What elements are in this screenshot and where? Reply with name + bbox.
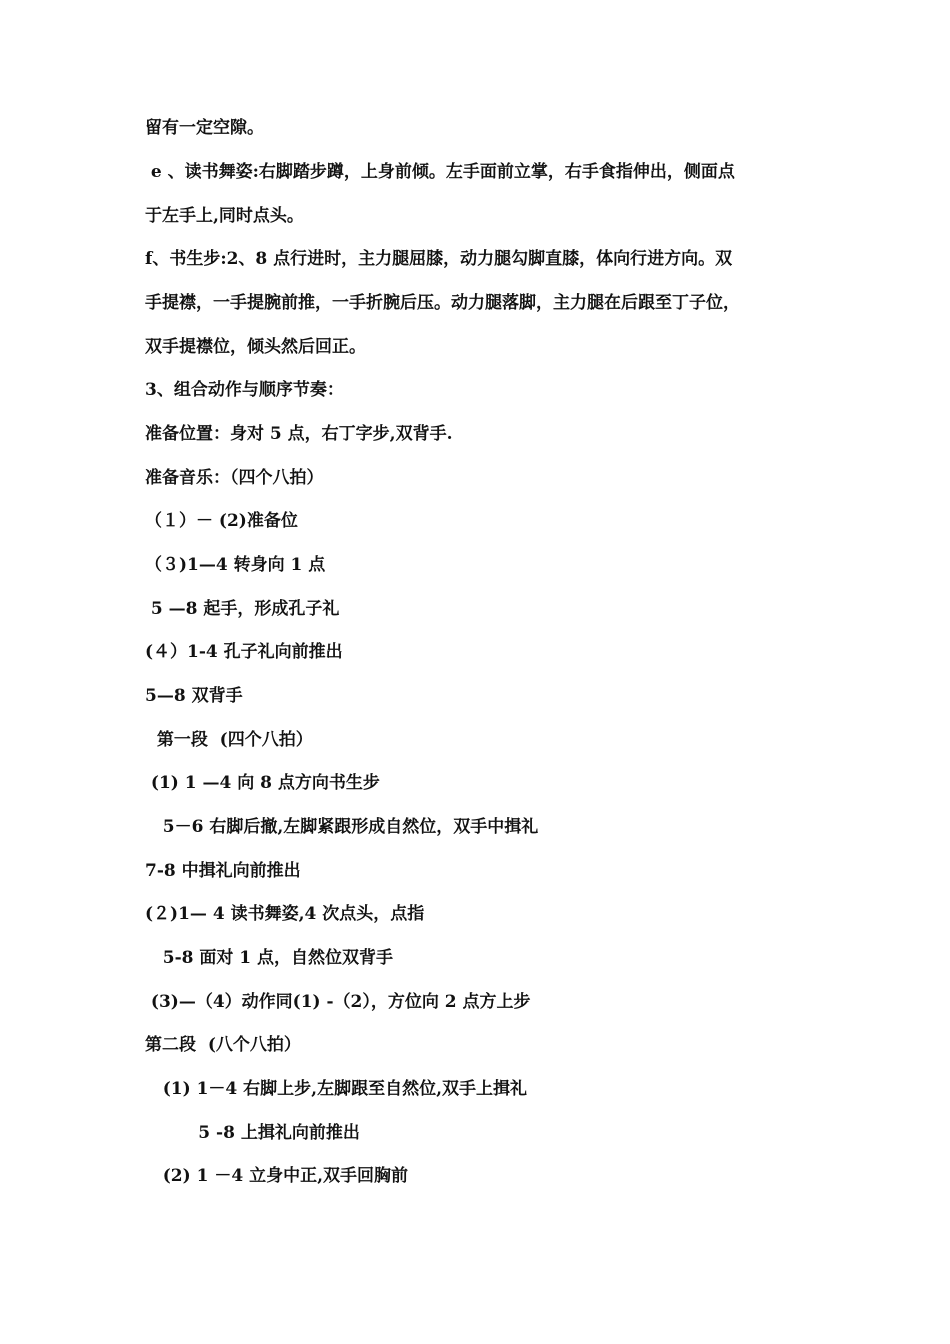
text-line: 3、组合动作与顺序节奏： xyxy=(145,380,344,400)
text-line: 5 -8 上揖礼向前推出 xyxy=(145,1123,360,1143)
text-line: (２)1— 4 读书舞姿,4 次点头，点指 xyxy=(145,904,425,924)
text-line: (1) 1－4 右脚上步,左脚跟至自然位,双手上揖礼 xyxy=(145,1079,528,1099)
text-line: 双手提襟位，倾头然后回正。 xyxy=(145,337,366,357)
text-line: 手提襟，一手提腕前推，一手折腕后压。动力腿落脚，主力腿在后跟至丁子位， xyxy=(145,293,740,313)
text-line: 5-8 面对 1 点，自然位双背手 xyxy=(145,948,394,968)
text-line: 第二段 (八个八拍） xyxy=(145,1035,301,1055)
text-line: 准备音乐：（四个八拍） xyxy=(145,468,324,488)
text-line: (1) 1 —4 向 8 点方向书生步 xyxy=(145,773,380,793)
text-line: e 、读书舞姿:右脚踏步蹲，上身前倾。左手面前立掌，右手食指伸出，侧面点 xyxy=(145,162,735,182)
text-line: 第一段 (四个八拍） xyxy=(145,730,313,750)
text-line: 留有一定空隙。 xyxy=(145,118,264,138)
text-line: f、书生步:2、8 点行进时，主力腿屈膝，动力腿勾脚直膝，体向行进方向。双 xyxy=(145,249,733,269)
text-line: （３)1—4 转身向 1 点 xyxy=(145,555,326,575)
text-line: 5－6 右脚后撤,左脚紧跟形成自然位，双手中揖礼 xyxy=(145,817,539,837)
text-line: 准备位置：身对 5 点，右丁字步,双背手. xyxy=(145,424,453,444)
text-line: （１）－ (2)准备位 xyxy=(145,511,298,531)
text-line: 7-8 中揖礼向前推出 xyxy=(145,861,301,881)
text-line: 5—8 双背手 xyxy=(145,686,243,706)
text-line: 于左手上,同时点头。 xyxy=(145,206,304,226)
text-line: 5 —8 起手，形成孔子礼 xyxy=(145,599,340,619)
text-line: (４）1-4 孔子礼向前推出 xyxy=(145,642,343,662)
text-line: (3)—（4）动作同(1) -（2），方位向 2 点方上步 xyxy=(145,992,531,1012)
text-line: (2) 1 －4 立身中正,双手回胸前 xyxy=(145,1166,409,1186)
